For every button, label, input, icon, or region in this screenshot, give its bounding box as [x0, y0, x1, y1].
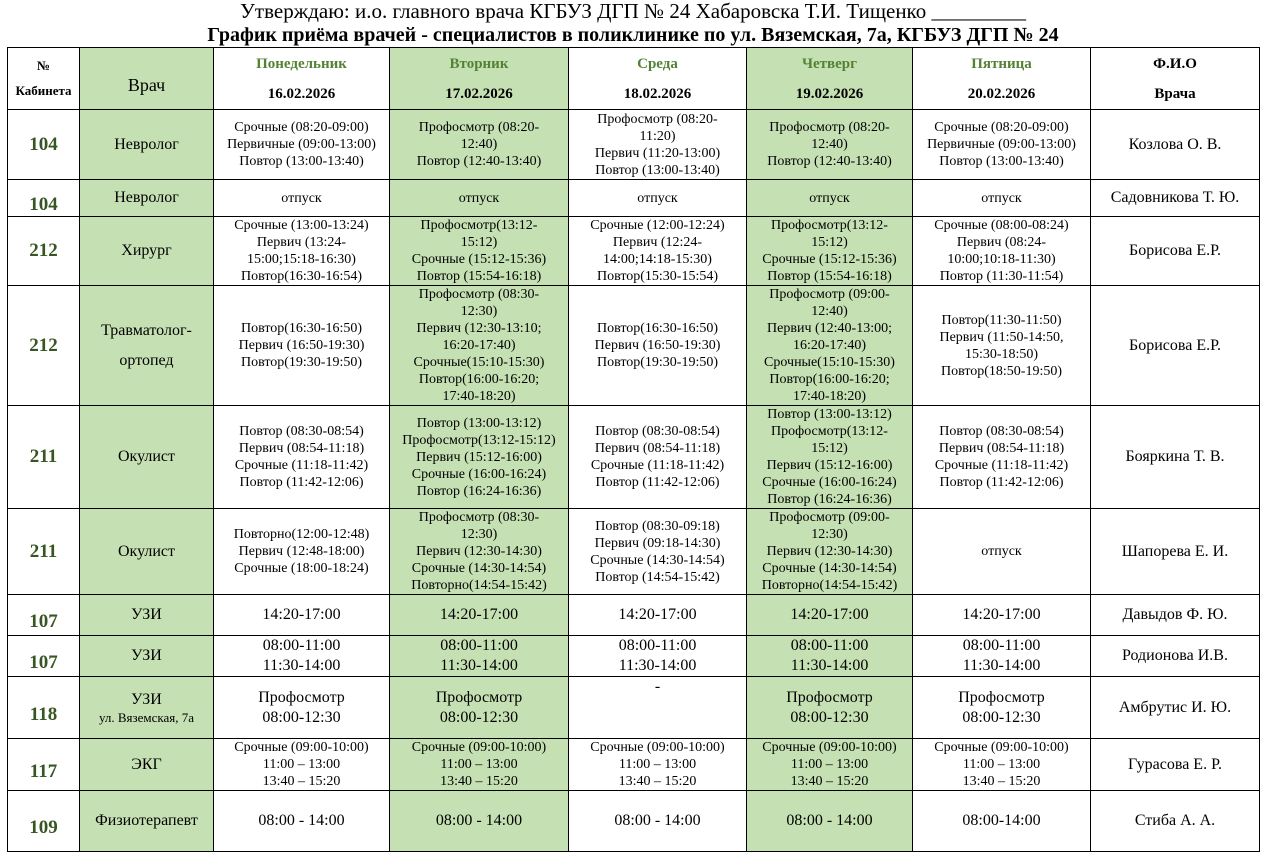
table-row [8, 110, 1260, 180]
schedule-cell: Профосмотр (09:00- 12:30) Первич (12:30-14:30) Срочные (14:30-14:54) Повторно(14:54-15:42) [747, 509, 913, 595]
specialty: Хирург [80, 217, 214, 286]
specialty: Физиотерапевт [80, 791, 214, 852]
schedule-cell: Профосмотр(13:12- 15:12) Срочные (15:12-15:36) Повтор (15:54-16:18) [747, 217, 913, 286]
doctor-name: Гурасова Е. Р. [1091, 739, 1260, 791]
table-row [8, 677, 1260, 739]
schedule-cell: Срочные (09:00-10:00) 11:00 – 13:00 13:40 – 15:20 [913, 739, 1091, 791]
col-day-0: Понедельник 16.02.2026 [214, 48, 390, 110]
room-number: 211 [8, 406, 80, 509]
schedule-cell: Повтор(16:30-16:50) Первич (16:50-19:30) Повтор(19:30-19:50) [214, 286, 390, 406]
schedule-cell: 08:00-11:00 11:30-14:00 [214, 636, 390, 677]
schedule-cell: Повтор (08:30-08:54) Первич (08:54-11:18) Срочные (11:18-11:42) Повтор (11:42-12:06) [569, 406, 747, 509]
schedule-cell: Повтор(16:30-16:50) Первич (16:50-19:30) Повтор(19:30-19:50) [569, 286, 747, 406]
schedule-cell: Срочные (08:20-09:00) Первичные (09:00-13:00) Повтор (13:00-13:40) [913, 110, 1091, 180]
table-row [8, 217, 1260, 286]
room-number: 107 [8, 636, 80, 677]
table-row [8, 406, 1260, 509]
schedule-cell: 14:20-17:00 [913, 595, 1091, 636]
schedule-cell: 08:00 - 14:00 [747, 791, 913, 852]
schedule-cell: Профосмотр 08:00-12:30 [214, 677, 390, 739]
header-row [8, 48, 1260, 110]
specialty-address: ул. Вяземская, 7а [98, 710, 195, 725]
schedule-cell: Повтор (08:30-09:18) Первич (09:18-14:30) Срочные (14:30-14:54) Повтор (14:54-15:42) [569, 509, 747, 595]
schedule-cell: 14:20-17:00 [214, 595, 390, 636]
schedule-table [7, 47, 1260, 852]
col-doctor: Врач [80, 48, 214, 110]
schedule-cell: отпуск [569, 180, 747, 217]
schedule-cell: отпуск [913, 509, 1091, 595]
schedule-cell: Срочные (09:00-10:00) 11:00 – 13:00 13:40 – 15:20 [214, 739, 390, 791]
schedule-cell: 08:00-14:00 [913, 791, 1091, 852]
col-day-4: Пятница 20.02.2026 [913, 48, 1091, 110]
schedule-cell: Профосмотр 08:00-12:30 [747, 677, 913, 739]
schedule-cell: Срочные (13:00-13:24) Первич (13:24- 15:00;15:18-16:30) Повтор(16:30-16:54) [214, 217, 390, 286]
room-number: 109 [8, 791, 80, 852]
schedule-cell: Повтор (13:00-13:12) Профосмотр(13:12-15:12) Первич (15:12-16:00) Срочные (16:00-16:24) Повтор (16:24-16:36) [390, 406, 569, 509]
approval-line: Утверждаю: и.о. главного врача КГБУЗ ДГП № 24 Хабаровска Т.И. Тищенко _________ [240, 0, 1026, 23]
schedule-cell: Повтор (13:00-13:12) Профосмотр(13:12- 15:12) Первич (15:12-16:00) Срочные (16:00-16:24) Повтор (16:24-16:36) [747, 406, 913, 509]
schedule-cell: отпуск [747, 180, 913, 217]
schedule-cell: - [569, 677, 747, 739]
schedule-cell: Профосмотр (08:20- 12:40) Повтор (12:40-13:40) [747, 110, 913, 180]
schedule-cell: Повтор (08:30-08:54) Первич (08:54-11:18) Срочные (11:18-11:42) Повтор (11:42-12:06) [913, 406, 1091, 509]
schedule-cell: 14:20-17:00 [569, 595, 747, 636]
schedule-cell: Срочные (09:00-10:00) 11:00 – 13:00 13:40 – 15:20 [747, 739, 913, 791]
specialty: Невролог [80, 110, 214, 180]
table-row [8, 286, 1260, 406]
schedule-cell: Срочные (12:00-12:24) Первич (12:24- 14:00;14:18-15:30) Повтор(15:30-15:54) [569, 217, 747, 286]
table-row [8, 509, 1260, 595]
specialty: Травматолог- ортопед [80, 286, 214, 406]
col-room-number: № Кабинета [8, 48, 80, 110]
specialty: УЗИ ул. Вяземская, 7а [80, 677, 214, 739]
schedule-cell: Профосмотр 08:00-12:30 [913, 677, 1091, 739]
schedule-cell: 14:20-17:00 [390, 595, 569, 636]
table-row [8, 180, 1260, 217]
doctor-name: Стиба А. А. [1091, 791, 1260, 852]
room-number: 212 [8, 217, 80, 286]
specialty: Невролог [80, 180, 214, 217]
col-day-2: Среда 18.02.2026 [569, 48, 747, 110]
room-number: 212 [8, 286, 80, 406]
col-fio: Ф.И.О Врача [1091, 48, 1260, 110]
room-number: 104 [8, 110, 80, 180]
doctor-name: Давыдов Ф. Ю. [1091, 595, 1260, 636]
schedule-cell: Срочные (08:00-08:24) Первич (08:24- 10:00;10:18-11:30) Повтор (11:30-11:54) [913, 217, 1091, 286]
schedule-cell: Профосмотр (08:20- 11:20) Первич (11:20-13:00) Повтор (13:00-13:40) [569, 110, 747, 180]
room-number: 107 [8, 595, 80, 636]
schedule-cell: отпуск [214, 180, 390, 217]
schedule-cell: Срочные (08:20-09:00) Первичные (09:00-13:00) Повтор (13:00-13:40) [214, 110, 390, 180]
room-number: 117 [8, 739, 80, 791]
schedule-cell: отпуск [913, 180, 1091, 217]
schedule-cell: Срочные (09:00-10:00) 11:00 – 13:00 13:40 – 15:20 [390, 739, 569, 791]
schedule-cell: 08:00 - 14:00 [569, 791, 747, 852]
doctor-name: Борисова Е.Р. [1091, 286, 1260, 406]
schedule-cell: Профосмотр (09:00- 12:40) Первич (12:40-13:00; 16:20-17:40) Срочные(15:10-15:30) Повтор(16:00-16:20; 17:40-18:20) [747, 286, 913, 406]
specialty: УЗИ [80, 595, 214, 636]
schedule-cell: 08:00-11:00 11:30-14:00 [390, 636, 569, 677]
table-row [8, 636, 1260, 677]
schedule-cell: Профосмотр(13:12- 15:12) Срочные (15:12-15:36) Повтор (15:54-16:18) [390, 217, 569, 286]
specialty: УЗИ [80, 636, 214, 677]
schedule-cell: Повтор (08:30-08:54) Первич (08:54-11:18) Срочные (11:18-11:42) Повтор (11:42-12:06) [214, 406, 390, 509]
schedule-cell: Профосмотр (08:30- 12:30) Первич (12:30-13:10; 16:20-17:40) Срочные(15:10-15:30) Повтор(16:00-16:20; 17:40-18:20) [390, 286, 569, 406]
schedule-cell: отпуск [390, 180, 569, 217]
doctor-name: Борисова Е.Р. [1091, 217, 1260, 286]
schedule-cell: 08:00-11:00 11:30-14:00 [913, 636, 1091, 677]
doctor-name: Козлова О. В. [1091, 110, 1260, 180]
specialty: Окулист [80, 509, 214, 595]
specialty: Окулист [80, 406, 214, 509]
schedule-cell: Повтор(11:30-11:50) Первич (11:50-14:50, 15:30-18:50) Повтор(18:50-19:50) [913, 286, 1091, 406]
table-row [8, 595, 1260, 636]
col-day-1: Вторник 17.02.2026 [390, 48, 569, 110]
schedule-cell: 08:00 - 14:00 [390, 791, 569, 852]
doctor-name: Бояркина Т. В. [1091, 406, 1260, 509]
table-row [8, 739, 1260, 791]
schedule-cell: 08:00 - 14:00 [214, 791, 390, 852]
schedule-cell: 14:20-17:00 [747, 595, 913, 636]
schedule-cell: Профосмотр 08:00-12:30 [390, 677, 569, 739]
schedule-title: График приёма врачей - специалистов в поликлинике по ул. Вяземская, 7а, КГБУЗ ДГП № 24 [207, 24, 1059, 46]
doctor-name: Садовникова Т. Ю. [1091, 180, 1260, 217]
schedule-cell: Повторно(12:00-12:48) Первич (12:48-18:00) Срочные (18:00-18:24) [214, 509, 390, 595]
room-number: 118 [8, 677, 80, 739]
schedule-cell: 08:00-11:00 11:30-14:00 [569, 636, 747, 677]
schedule-cell: Профосмотр (08:20- 12:40) Повтор (12:40-13:40) [390, 110, 569, 180]
doctor-name: Родионова И.В. [1091, 636, 1260, 677]
schedule-cell: 08:00-11:00 11:30-14:00 [747, 636, 913, 677]
col-day-3: Четверг 19.02.2026 [747, 48, 913, 110]
doctor-name: Амбрутис И. Ю. [1091, 677, 1260, 739]
table-row [8, 791, 1260, 852]
schedule-cell: Профосмотр (08:30- 12:30) Первич (12:30-14:30) Срочные (14:30-14:54) Повторно(14:54-15:42) [390, 509, 569, 595]
specialty: ЭКГ [80, 739, 214, 791]
schedule-cell: Срочные (09:00-10:00) 11:00 – 13:00 13:40 – 15:20 [569, 739, 747, 791]
doctor-name: Шапорева Е. И. [1091, 509, 1260, 595]
room-number: 211 [8, 509, 80, 595]
room-number: 104 [8, 180, 80, 217]
